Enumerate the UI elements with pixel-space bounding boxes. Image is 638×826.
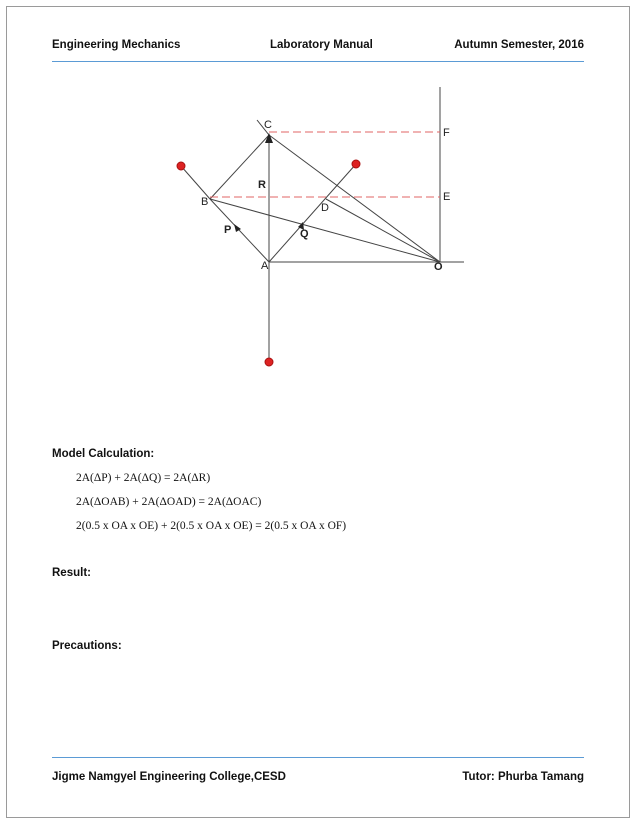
label-q: Q	[300, 228, 309, 240]
label-f: F	[443, 127, 450, 139]
model-calculation-heading: Model Calculation:	[52, 448, 155, 460]
header-semester: Autumn Semester, 2016	[454, 39, 584, 51]
precautions-heading: Precautions:	[52, 640, 122, 652]
label-a: A	[261, 260, 269, 272]
footer-rule	[52, 757, 584, 758]
line-ad-q	[269, 164, 356, 262]
result-heading: Result:	[52, 567, 91, 579]
label-b: B	[201, 196, 209, 208]
header-course-title: Engineering Mechanics	[52, 39, 181, 51]
line-pulley-left	[181, 166, 210, 199]
weight-dot-left	[177, 162, 185, 170]
page-footer	[52, 771, 584, 789]
footer-tutor: Tutor: Phurba Tamang	[462, 771, 584, 783]
label-e: E	[443, 191, 451, 203]
line-co	[269, 135, 440, 262]
calc-line-1: 2A(ΔP) + 2A(ΔQ) = 2A(ΔR)	[76, 472, 211, 484]
label-p: P	[224, 224, 232, 236]
label-r: R	[258, 179, 266, 191]
line-ab	[210, 199, 269, 262]
weight-dot-right	[352, 160, 360, 168]
weight-dot-bottom	[265, 358, 273, 366]
calc-line-3: 2(0.5 x OA x OE) + 2(0.5 x OA x OE) = 2(0.5 x OA x OF)	[76, 520, 347, 532]
header-manual-title: Laboratory Manual	[270, 39, 373, 51]
label-d: D	[321, 202, 329, 214]
line-do	[326, 199, 440, 262]
label-o: O	[434, 261, 443, 273]
footer-college: Jigme Namgyel Engineering College,CESD	[52, 771, 286, 783]
label-c: C	[264, 119, 272, 131]
calc-line-2: 2A(ΔOAB) + 2A(ΔOAD) = 2A(ΔOAC)	[76, 496, 262, 508]
